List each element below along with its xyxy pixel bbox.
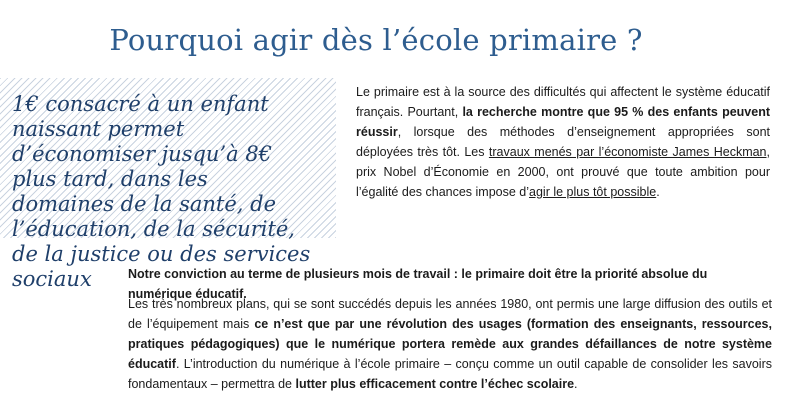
body-bold-2: lutter plus efficacement contre l’échec scolaire <box>295 377 575 391</box>
intro-bold-1: la recherche montre que 95 % des enfants peuvent réussir <box>356 105 770 139</box>
agir-tot-link[interactable]: agir le plus tôt possible <box>529 185 657 199</box>
intro-paragraph <box>356 82 770 202</box>
intro-text-4: . <box>656 185 660 199</box>
conviction-statement: Notre conviction au terme de plusieurs mois de travail : le primaire doit être la priorité absolue du numérique éducatif. <box>128 267 708 301</box>
body-text-3: . <box>574 377 578 391</box>
body-bold-1: ce n’est que par une révolution des usages (formation des enseignants, ressources, pratiques pédagogiques) que le numérique portera remède aux grandes défaillances de notre système éducatif <box>128 317 772 371</box>
page-title: Pourquoi agir dès l’école primaire ? <box>109 23 643 58</box>
pull-quote: 1€ consacré à un enfant naissant permet d’économiser jusqu’à 8€ plus tard, dans les domaines de la santé, de l’éducation, de la sécurité, de la justice ou des services sociaux <box>12 92 311 291</box>
body-paragraph <box>128 294 772 394</box>
heckman-link[interactable]: travaux menés par l’économiste James Heckman <box>488 145 767 159</box>
intro-text-3: , prix Nobel d’Économie en 2000, ont prouvé que toute ambition pour l’égalité des chances impose d’ <box>356 145 770 199</box>
body-text-2: . L’introduction du numérique à l’école primaire – conçu comme un outil capable de consolider les savoirs fondamentaux – permettra de <box>128 357 772 391</box>
intro-text-1: Le primaire est à la source des difficultés qui affectent le système éducatif français. Pourtant, <box>356 85 770 119</box>
body-text-1: Les très nombreux plans, qui se sont succédés depuis les années 1980, ont permis une large diffusion des outils et de l’équipement mais <box>128 297 772 331</box>
intro-text-2: , lorsque des méthodes d’enseignement appropriées sont déployées très tôt. Les <box>356 125 770 159</box>
